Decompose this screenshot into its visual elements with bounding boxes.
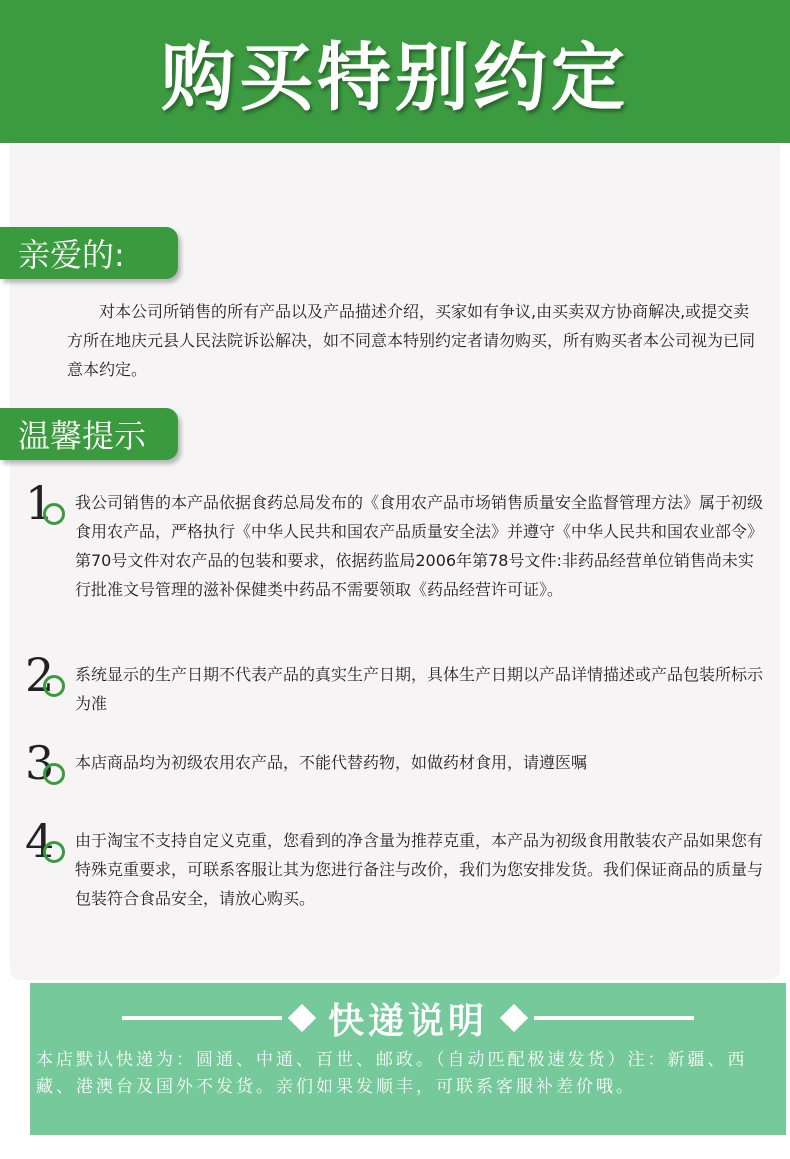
delivery-title-row [30,993,786,1043]
header-banner [0,0,790,143]
tip-number: 2 [25,648,73,698]
circle-icon [43,763,65,785]
circle-icon [43,675,65,697]
dear-tag: 亲爱的: [0,227,178,279]
tip-text: 我公司销售的本产品依据食药总局发布的《食用农产品市场销售质量安全监督管理方法》属于初级食用农产品，严格执行《中华人民共和国农产品质量安全法》并遵守《中华人民共和国农业部令》第70号文件对农产品的包装和要求，依据药监局2006年第78号文件:非药品经营单位销售尚未实行批准文号管理的滋补保健类中药品不需要领取《药品经营许可证》。 [75,493,764,599]
diamond-icon [288,1004,316,1032]
tip-number: 3 [25,736,73,786]
delivery-title: 快递说明 [327,999,488,1042]
circle-icon [43,841,65,863]
divider-line [122,1016,282,1020]
circle-icon [43,503,65,525]
tip-text: 本店商品均为初级农用农产品，不能代替药物，如做药材食用，请遵医嘱 [75,753,588,772]
tip-text: 由于淘宝不支持自定义克重，您看到的净含量为推荐克重，本产品为初级食用散装农产品如果您有特殊克重要求，可联系客服让其为您进行备注与改价，我们为您安排发货。我们保证商品的质量与包装符合食品安全，请放心购买。 [75,831,764,908]
agreement-text: 对本公司所销售的所有产品以及产品描述介绍，买家如有争议,由买卖双方协商解决,或提交卖方所在地庆元县人民法院诉讼解决，如不同意本特别约定者请勿购买，所有购买者本公司视为已同意本约定。 [67,302,756,379]
delivery-section [30,983,786,1135]
diamond-icon [500,1004,528,1032]
tip-text: 系统显示的生产日期不代表产品的真实生产日期，具体生产日期以产品详情描述或产品包装所标示为准 [75,665,764,713]
divider-line [534,1016,694,1020]
delivery-text: 本店默认快递为：圆通、中通、百世、邮政。（自动匹配极速发货）注：新疆、西藏、港澳台及国外不发货。亲们如果发顺丰，可联系客服补差价哦。 [36,1050,748,1097]
page-title: 购买特别约定 [161,34,629,121]
tip-number: 4 [25,814,73,864]
tips-tag: 温馨提示 [0,408,178,460]
tip-number: 1 [25,476,73,526]
